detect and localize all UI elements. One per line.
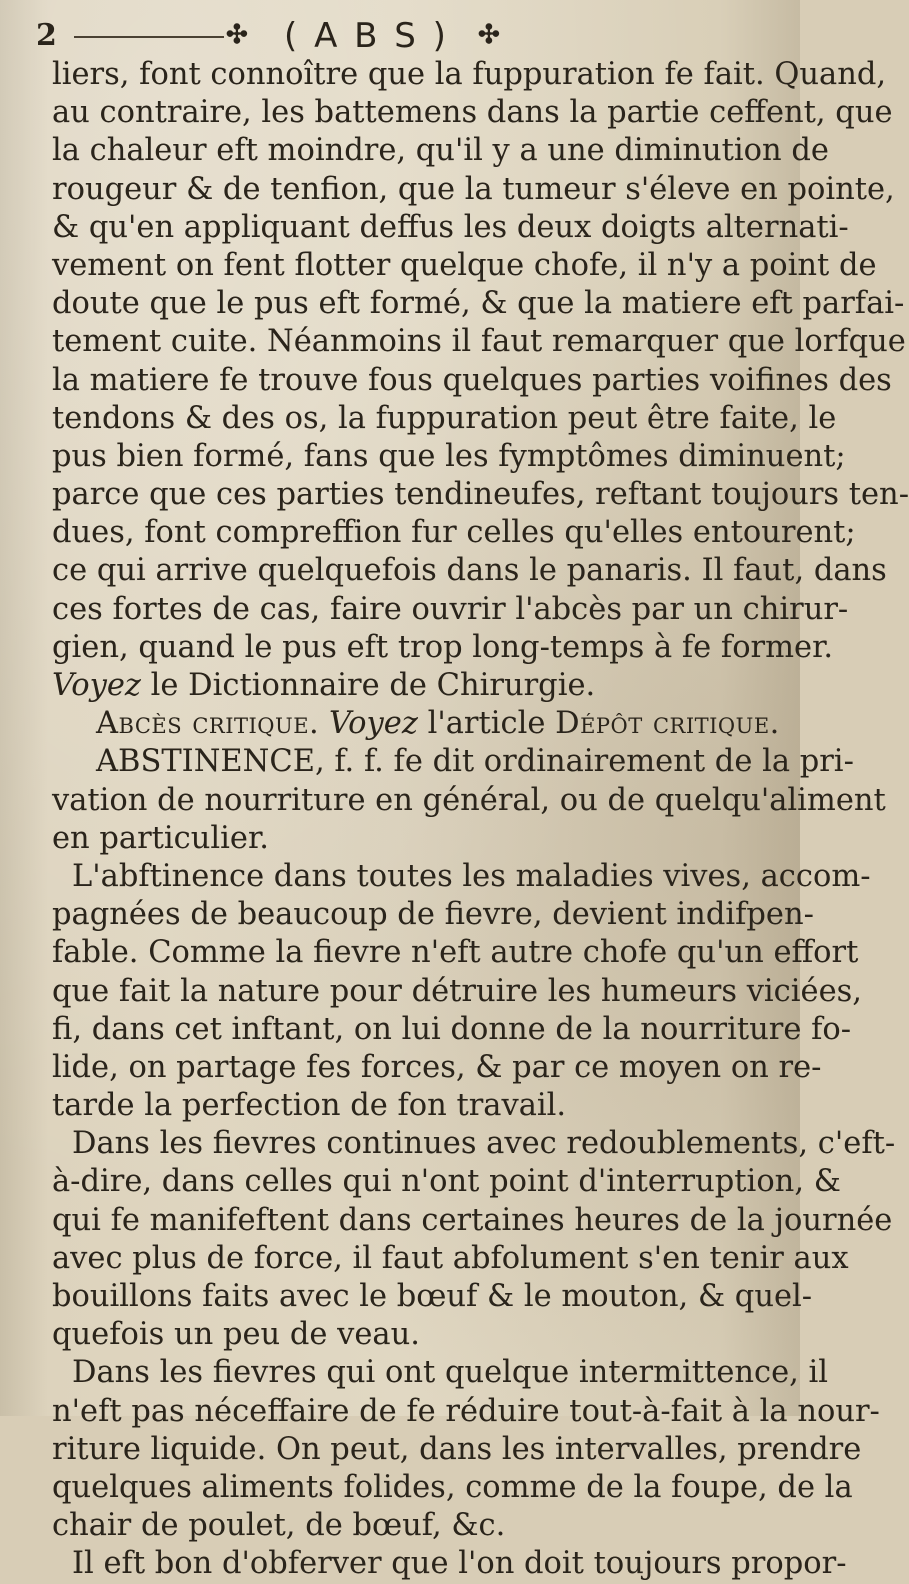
text-line: fi, dans cet inftant, on lui donne de la nourriture fo-	[52, 1011, 852, 1047]
text-line: & qu'en appliquant deffus les deux doigts alternati-	[52, 209, 849, 245]
paragraph-observation	[52, 1545, 847, 1583]
text-line: Dans les fievres continues avec redoublements, c'eft-	[72, 1126, 896, 1162]
text-line: L'abftinence dans toutes les maladies vives, accom-	[72, 858, 871, 894]
text-line: bouillons faits avec le bœuf & le mouton, & quel-	[52, 1279, 813, 1314]
entry-term: ABSTINENCE	[96, 744, 315, 780]
text-line: tendons & des os, la fuppuration peut être faite, le	[52, 400, 837, 436]
text-line: Dans les fievres qui ont quelque intermittence, il	[72, 1355, 829, 1391]
text-line: pagnées de beaucoup de fievre, devient indifpen-	[52, 897, 814, 933]
fleuron-ornament-icon: ✣	[478, 20, 500, 50]
text-line: que fait la nature pour détruire les humeurs viciées,	[52, 973, 862, 1009]
text-line: Il eft bon d'obferver que l'on doit toujours propor-	[72, 1546, 847, 1582]
text-body	[52, 56, 909, 1584]
see-also-text: le Dictionnaire de Chirurgie.	[140, 668, 596, 703]
fleuron-ornament-icon: ✣	[226, 20, 248, 50]
text-line: quelques aliments folides, comme de la foupe, de la	[52, 1469, 853, 1505]
text-line: quefois un peu de veau.	[52, 1317, 420, 1353]
text-line: tarde la perfection de fon travail.	[52, 1088, 567, 1124]
entry-text: l'article	[417, 706, 556, 742]
text-line: gien, quand le pus eft trop long-temps à fe former.	[52, 629, 834, 665]
text-line: ce qui arrive quelquefois dans le panaris. Il faut, dans	[52, 553, 887, 589]
entry-abstinence	[52, 743, 886, 858]
entry-term: Abcès critique.	[96, 706, 320, 742]
paragraph-suppuration	[52, 56, 909, 705]
text-line: fable. Comme la fievre n'eft autre chofe qu'un effort	[52, 935, 859, 971]
text-line: n'eft pas néceffaire de fe réduire tout-à-fait à la nour-	[52, 1393, 880, 1429]
text-line: en particulier.	[52, 820, 269, 856]
text-line: vement on fent flotter quelque chofe, il n'y a point de	[52, 247, 877, 283]
text-line: doute que le pus eft formé, & que la matiere eft parfai-	[52, 286, 905, 322]
text-line: au contraire, les battemens dans la partie ceffent, que	[52, 95, 893, 131]
paragraph-intermittent-fevers	[52, 1354, 880, 1545]
text-line: rougeur & de tenfion, que la tumeur s'éleve en pointe,	[52, 171, 895, 207]
see-also-line	[52, 667, 776, 705]
paragraph-continuous-fevers	[52, 1125, 896, 1354]
header-rule	[74, 36, 224, 38]
text-line: avec plus de force, il faut abfolument s'en tenir aux	[52, 1240, 849, 1276]
text-line	[52, 743, 854, 781]
text-line: la chaleur eft moindre, qu'il y a une diminution de	[52, 133, 829, 169]
text-line: dues, font compreffion fur celles qu'elles entourent;	[52, 515, 856, 551]
paragraph-abstinence-fevers	[52, 858, 871, 1125]
text-line: la matiere fe trouve fous quelques parties voifines des	[52, 362, 892, 398]
text-line: riture liquide. On peut, dans les intervalles, prendre	[52, 1431, 862, 1467]
entry-abces-critique	[52, 705, 780, 743]
text-line: chair de poulet, de bœuf, &c.	[52, 1508, 506, 1544]
text-line: à-dire, dans celles qui n'ont point d'interruption, &	[52, 1164, 841, 1200]
voyez-word: Voyez	[328, 706, 418, 742]
text-line: ces fortes de cas, faire ouvrir l'abcès par un chirur-	[52, 591, 849, 627]
entry-definition: , f. f. fe dit ordinairement de la pri-	[314, 744, 854, 780]
text-line: qui fe manifeftent dans certaines heures de la journée	[52, 1202, 893, 1238]
text-line: parce que ces parties tendineufes, reftant toujours ten-	[52, 477, 909, 513]
page-header	[0, 8, 800, 54]
text-line: tement cuite. Néanmoins il faut remarquer que lorfque	[52, 324, 906, 360]
text-line: liers, font connoître que la fuppuration fe fait. Quand,	[52, 57, 887, 92]
running-head: ( A B S )	[284, 16, 449, 56]
cross-reference: Dépôt critique.	[555, 706, 780, 742]
text-line: pus bien formé, fans que les fymptômes diminuent;	[52, 438, 846, 474]
page-number: 2	[36, 18, 57, 53]
text-line: lide, on partage fes forces, & par ce moyen on re-	[52, 1049, 822, 1085]
voyez-word: Voyez	[52, 668, 141, 703]
text-line: vation de nourriture en général, ou de quelqu'aliment	[52, 782, 886, 818]
